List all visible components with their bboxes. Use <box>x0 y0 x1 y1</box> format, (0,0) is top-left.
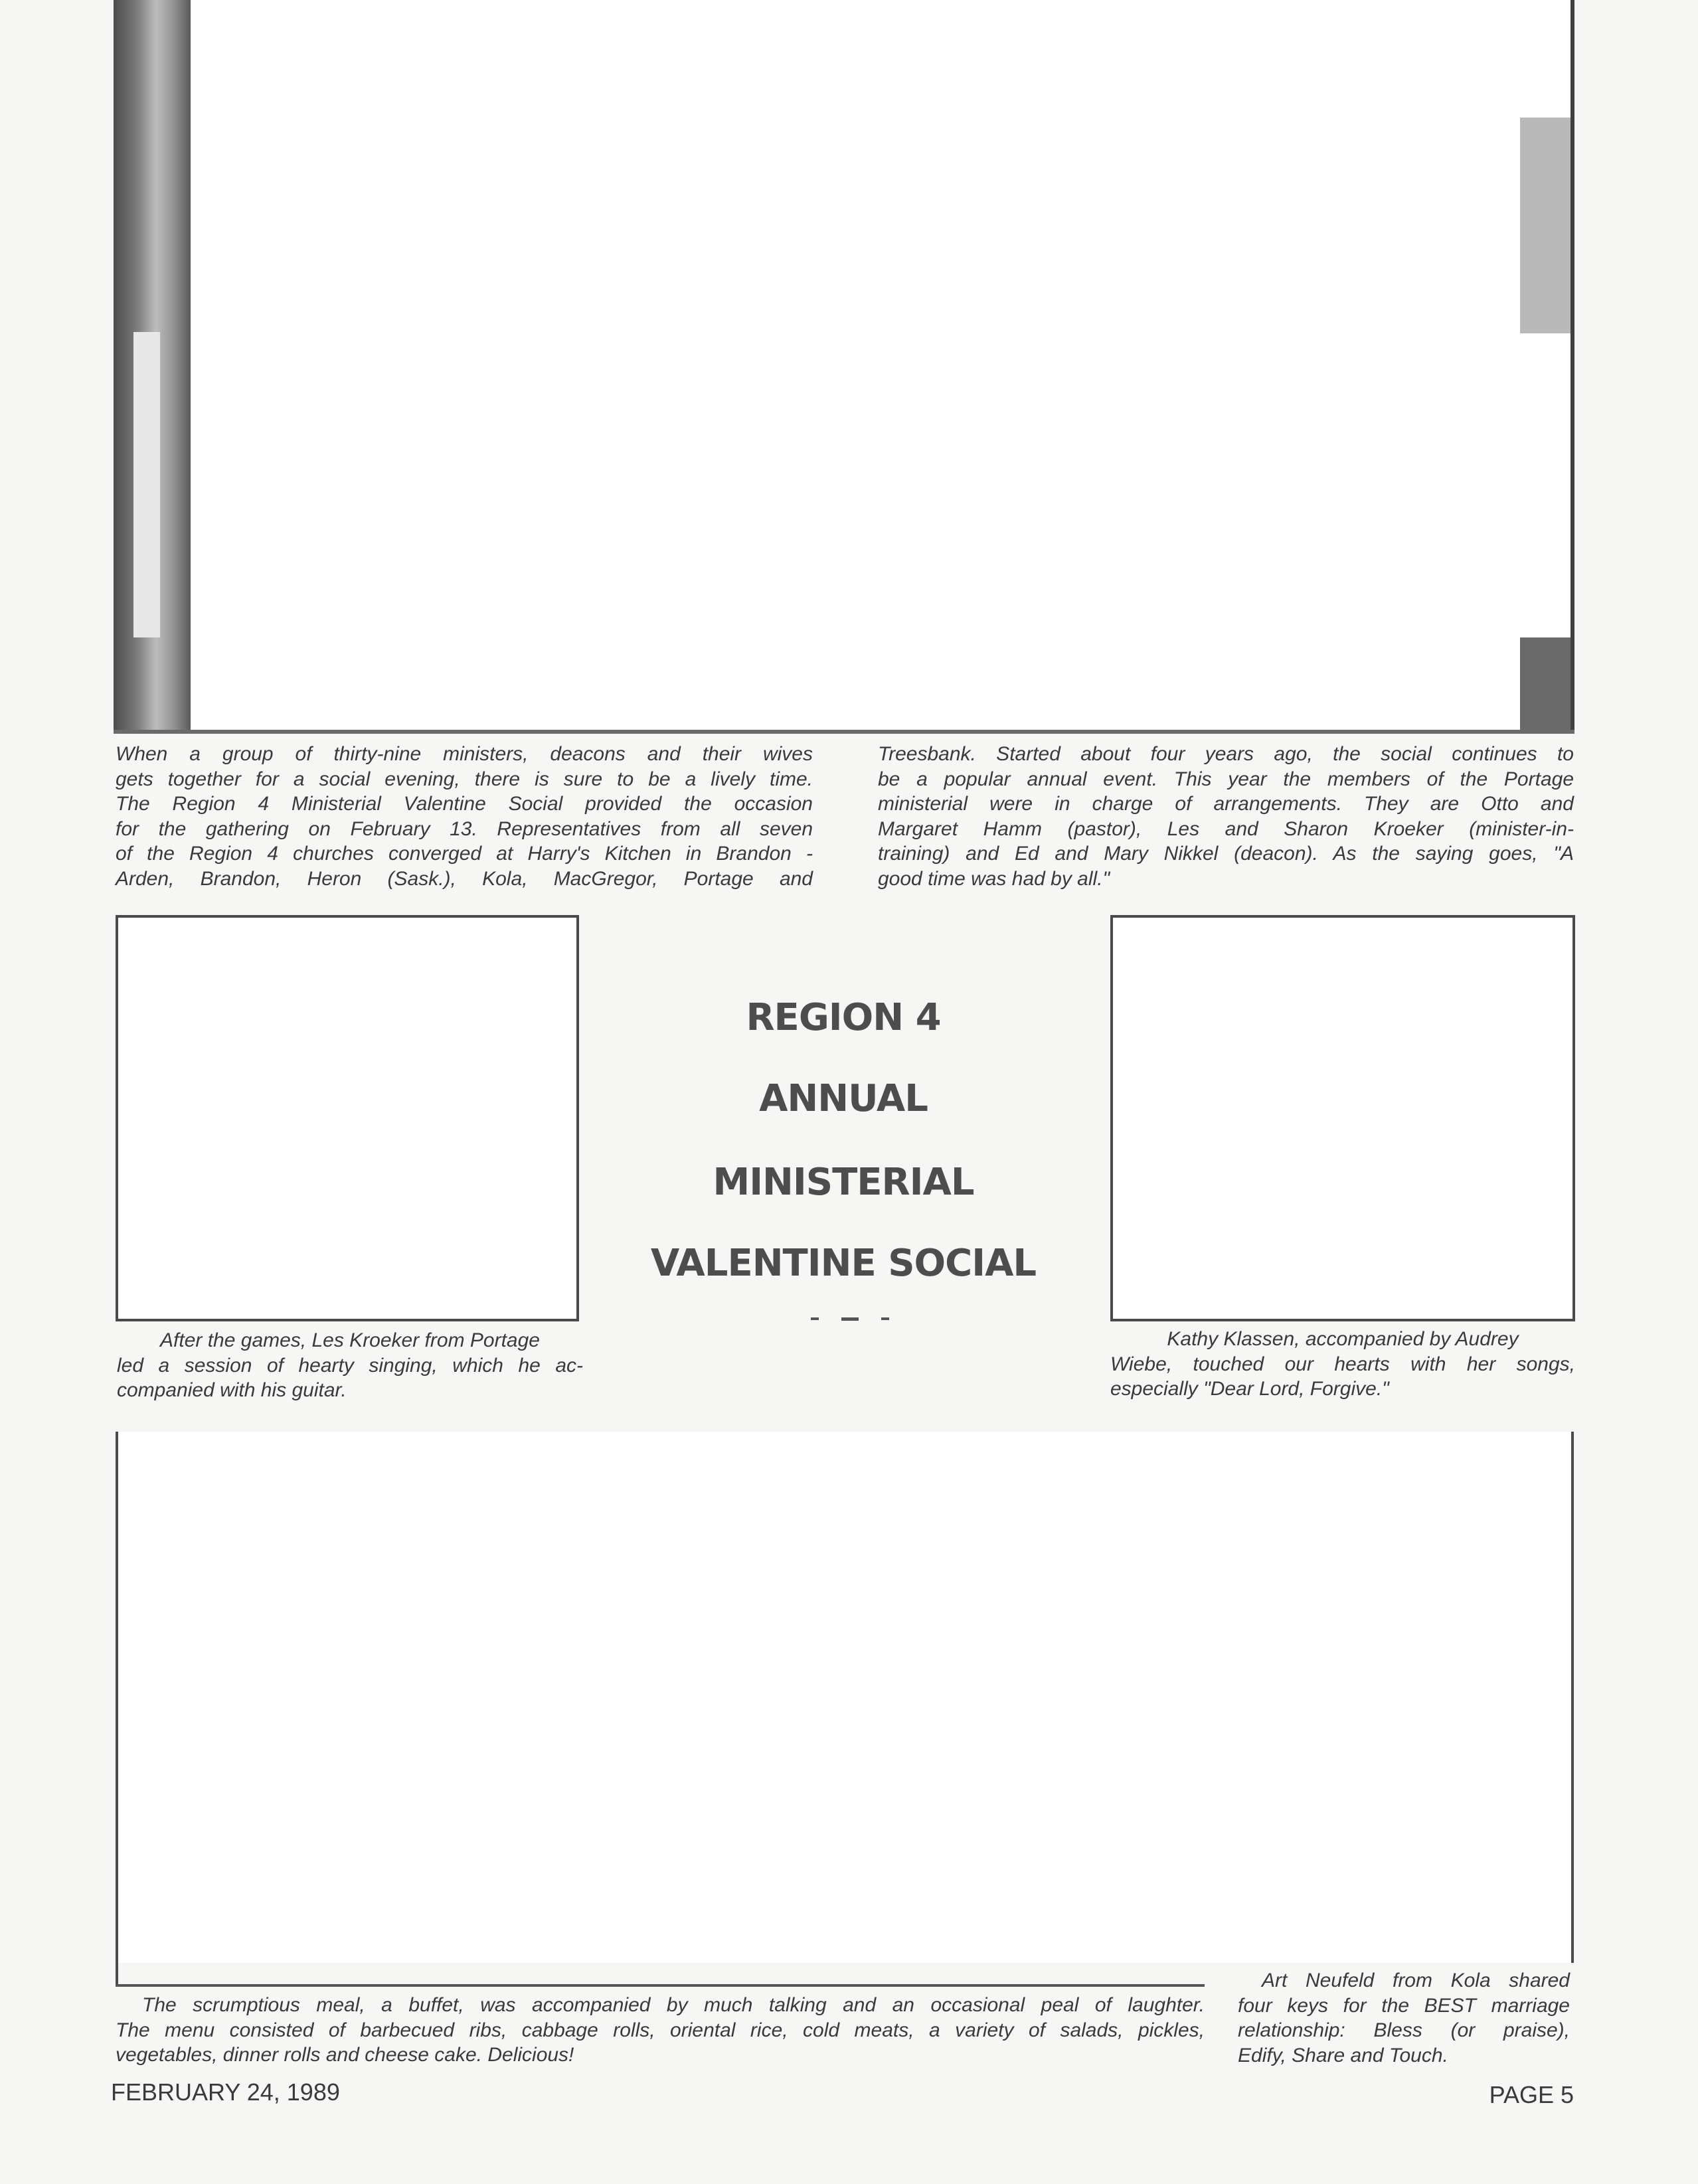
caption-line: four keys for the BEST marriage <box>1238 1994 1570 2017</box>
title-annual: ANNUAL <box>759 1077 928 1120</box>
caption-line: gets together for a social evening, there is sure to be a lively time. <box>116 768 813 790</box>
caption-line: good time was had by all." <box>878 867 1110 890</box>
bottom-caption <box>116 1993 1205 2068</box>
left-photo-caption <box>117 1328 583 1403</box>
footer-page-number: PAGE 5 <box>1489 2081 1574 2108</box>
caption-line: The Region 4 Ministerial Valentine Social provided the occasion <box>116 793 813 815</box>
caption-line: The menu consisted of barbecued ribs, cabbage rolls, oriental rice, cold meats, a variety of salads, pickles, <box>116 2019 1205 2041</box>
caption-line: be a popular annual event. This year the members of the Portage <box>878 768 1574 790</box>
top-photo <box>114 0 1574 734</box>
bottom-photo-bottom-border <box>116 1984 1205 1987</box>
title-region: REGION 4 <box>746 996 941 1039</box>
bottom-photo <box>116 1432 1574 1963</box>
photo-right-detail <box>1520 118 1574 333</box>
caption-line: led a session of hearty singing, which he ac- <box>117 1354 583 1377</box>
caption-line: ministerial were in charge of arrangements. They are Otto and <box>878 793 1574 815</box>
bottom-photo-right-border <box>1571 1432 1574 1963</box>
photo-right-border <box>1571 0 1574 734</box>
caption-line: When a group of thirty-nine ministers, deacons and their wives <box>116 743 813 765</box>
side-caption <box>1238 1968 1570 2068</box>
caption-line: training) and Ed and Mary Nikkel (deacon). As the saying goes, "A <box>878 843 1574 865</box>
caption-line: Wiebe, touched our hearts with her songs, <box>1110 1353 1575 1375</box>
right-photo-caption <box>1110 1327 1575 1402</box>
photo-right-corner <box>1520 637 1574 734</box>
caption-line: for the gathering on February 13. Representatives from all seven <box>116 817 813 840</box>
caption-line: Arden, Brandon, Heron (Sask.), Kola, MacGregor, Portage and <box>116 867 813 890</box>
caption-line: of the Region 4 churches converged at Harry's Kitchen in Brandon - <box>116 843 813 865</box>
caption-line: Art Neufeld from Kola shared <box>1262 1970 1570 1991</box>
caption-line: Treesbank. Started about four years ago, the social continues to <box>878 743 1574 765</box>
caption-line: relationship: Bless (or praise), <box>1238 2019 1570 2041</box>
photo-left-detail <box>133 332 160 637</box>
caption-line: The scrumptious meal, a buffet, was accompanied by much talking and an occasional peal of laughter. <box>142 1994 1205 2016</box>
left-photo <box>116 915 579 1321</box>
caption-line: After the games, Les Kroeker from Portage <box>160 1329 540 1351</box>
title-valentine-social: VALENTINE SOCIAL <box>650 1242 1037 1285</box>
top-caption-right <box>878 742 1574 891</box>
title-decoration <box>787 1317 913 1321</box>
caption-line: Kathy Klassen, accompanied by Audrey <box>1167 1328 1519 1350</box>
caption-line: Edify, Share and Touch. <box>1238 2044 1448 2066</box>
caption-line: vegetables, dinner rolls and cheese cake. Delicious! <box>116 2044 574 2066</box>
right-photo <box>1110 915 1575 1321</box>
caption-line: companied with his guitar. <box>117 1379 347 1401</box>
bottom-photo-left-border <box>116 1432 118 1987</box>
photo-bottom-border <box>114 730 1574 734</box>
top-caption-left <box>116 742 813 891</box>
footer-date: FEBRUARY 24, 1989 <box>111 2078 340 2106</box>
caption-line: Margaret Hamm (pastor), Les and Sharon Kroeker (minister-in- <box>878 817 1574 840</box>
title-ministerial: MINISTERIAL <box>713 1161 974 1204</box>
caption-line: especially "Dear Lord, Forgive." <box>1110 1378 1389 1400</box>
